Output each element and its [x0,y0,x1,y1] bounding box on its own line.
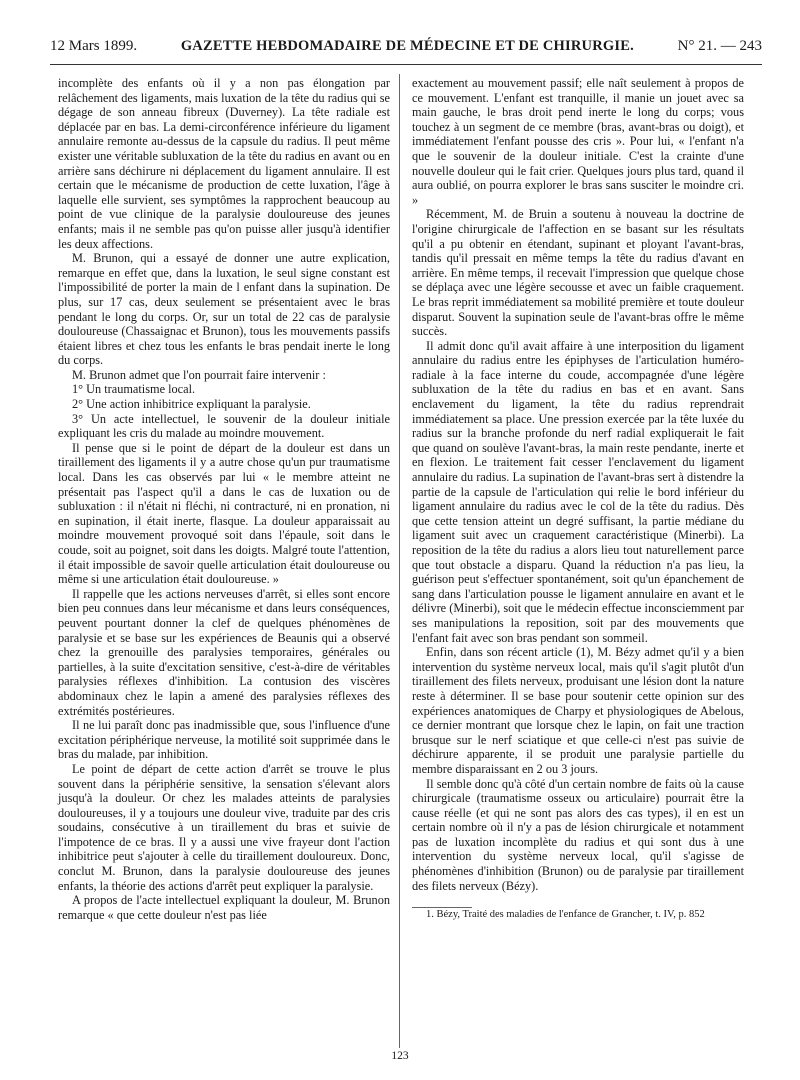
list-item: 2° Une action inhibitrice expliquant la paralysie. [72,397,311,412]
paragraph: M. Brunon, qui a essayé de donner une autre explication, remarque en effet que, dans la luxation, le seul signe constant est l'impossibilité de porter la main de l enfant dans la supination. De plus, sur 17 cas, deux seulement se présentaient avec le bras pendant le long du corps. Or, sur un total de 22 cas de paralysie douloureuse (Chassaignac et Brunon), tous les mouvements passifs étaient libres et chez tous les enfants le bras pendait inerte le long du corps. [58,251,390,368]
list-item: 1° Un traumatisme local. [72,382,196,397]
paragraph: Il admit donc qu'il avait affaire à une interposition du ligament annulaire du radius entre les épiphyses de l'articulation huméro-radiale à la face interne du coude, accompagnée d'une légère subluxation de la tête du radius en bas et en avant. Sans enclavement du ligament, la tête du radius reprendrait immédiatement sa place. Une pression exercée par la tête luxée du radius sur la branche profonde du nerf radial expliquerait le fait que quand on soulève l'avant-bras, la main reste pendante, inerte et en flexion. Le traitement fait cesser l'enclavement du ligament annulaire du radius. La supination de l'avant-bras sert à distendre la partie de la capsule de l'articulation qui relie le bord inférieur du ligament annulaire du radius avec le col de la tête du radius. Dès que cette tension atteint un degré suffisant, la partie médiane du ligament suit avec un craquement caractéristique (Minerbi). La reposition de la tête du radius a alors lieu tout naturellement parce que tout obstacle a disparu. Quand la réduction n'a pas lieu, la guérison peut s'effectuer spontanément, soit qu'un épanchement de sang dans l'articulation pousse le ligament annulaire en avant et le délivre (Minerbi), soit que le médecin effectue inconsciemment par ses manipulations la reposition, soit par des mouvements que l'enfant fait avec son bras pendant son sommeil. [412,338,744,645]
right-column [412,76,744,921]
page-number: N° 21. — 243 [677,38,762,54]
signature-mark: 123 [391,1050,409,1062]
header-date: 12 Mars 1899. [50,38,138,54]
column-divider [399,74,400,1048]
paragraph: Il ne lui paraît donc pas inadmissible que, sous l'influence d'une excitation périphérique nerveuse, la motilité soit supprimée dans le bras du malade, par inhibition. [58,718,390,762]
paragraph: incomplète des enfants où il y a non pas élongation par relâchement des ligaments, mais luxation de la tête du radius qui se dégage de son anneau fibreux (Duverney). La tête radiale est déplacée par en bas. La demi-circonférence inférieure du ligament annulaire remonte au-dessus de la capsule du radius. Il peut même exister une véritable subluxation de la tête du radius en avant ou en arrière sans déchirure ni déplacement du ligament annulaire. Il est certain que le mécanisme de production de cette luxation, l'âge à laquelle elle survient, ses symptômes la rapprochent beaucoup au point de vue clinique de la paralysie douloureuse des jeunes enfants; mais il ne semble pas qu'on puisse aller jusqu'à identifier les deux affections. [58,76,390,251]
paragraph: Le point de départ de cette action d'arrêt se trouve le plus souvent dans la périphérie sensitive, la sensation s'élevant alors jusqu'à la douleur. Or chez les malades atteints de paralysies douloureuses, il y a toujours une douleur vive, traduite par des cris soudains, consécutive à un tiraillement du bras et suivie de l'impotence de ce bras. Il y a aussi une vive frayeur dont l'action inhibitrice peut s'ajouter à celle du tiraillement douloureux. Donc, conclut M. Brunon, dans la paralysie douloureuse des jeunes enfants, la théorie des actions d'arrêt peut expliquer la paralysie. [58,761,390,893]
list-item: 3° Un acte intellectuel, le souvenir de la douleur initiale expliquant les cris du malade au moindre mouvement. [58,411,390,441]
paragraph: Il pense que si le point de départ de la douleur est dans un tiraillement des ligaments il y a autre chose qu'un pur traumatisme local. Dans les cas observés par lui « le membre atteint ne présentait pas l'aspect qu'il a dans le cas de luxation ou de subluxation : il n'était ni fléchi, ni contracturé, ni en pronation, ni en supination, il était inerte, flasque. La douleur apparaissait au moindre mouvement provoqué soit dans l'épaule, soit dans le coude, soit au poignet, soit dans les doigts. Malgré toute l'attention, il était impossible de savoir quelle articulation était douloureuse ou même si une articulation était douloureuse. » [58,440,390,587]
journal-title: GAZETTE HEBDOMADAIRE DE MÉDECINE ET DE CHIRURGIE. [180,38,634,54]
paragraph: Enfin, dans son récent article (1), M. Bézy admet qu'il y a bien intervention du système nerveux local, mais qu'il s'agit plutôt d'un tiraillement des filets nerveux, produisant une lésion dont la nature reste à déterminer. Il se base pour soutenir cette opinion sur des expériences anatomiques de Charpy et physiologiques de Abelous, ce dernier montrant que lorsque chez le lapin, on fait une traction brusque sur le nerf sciatique et que celle-ci n'est pas suivie de déchirure apparente, il se produit une paralysie partielle du membre disparaissant en 2 ou 3 jours. [412,645,744,776]
paragraph: A propos de l'acte intellectuel expliquant la douleur, M. Brunon remarque « que cette douleur n'est pas liée [58,893,390,922]
paragraph: exactement au mouvement passif; elle naît seulement à propos de ce mouvement. L'enfant est tranquille, il manie un jouet avec sa main gauche, le bras droit pend inerte le long du corps; vous touchez à un segment de ce membre (bras, avant-bras ou doigt), et immédiatement l'enfant pousse des cris ». Pour lui, « l'enfant n'a que le souvenir de la douleur initiale. C'est la crainte d'une nouvelle douleur qui le fait crier. Quelques jours plus tard, quand il aura oublié, on pourra explorer le bras sans susciter le moindre cri. » [412,76,744,207]
footnote: 1. Bézy, Traité des maladies de l'enfance de Grancher, t. IV, p. 852 [426,909,705,921]
header-rule [50,64,762,65]
running-header [50,38,762,64]
paragraph: Récemment, M. de Bruin a soutenu à nouveau la doctrine de l'origine chirurgicale de l'affection en se basant sur les résultats qu'il a pu obtenir en étendant, supinant et ployant l'avant-bras, tandis qu'il pressait en même temps la tête du radius d'avant en arrière. En même temps, il recevait l'impression que quelque chose se déplaça avec une légère secousse et avec un faible craquement. Le bras reprit immédiatement sa mobilité première et toute douleur disparut. Souvent la supination seule de l'avant-bras offre le même succès. [412,207,744,339]
paragraph: Il rappelle que les actions nerveuses d'arrêt, si elles sont encore bien peu connues dans leur mécanisme et dans leurs conséquences, peuvent pourtant donner la clef de quelques phénomènes de paralysie et se base sur les expériences de Beaunis qui a observé chez la grenouille des paralysies temporaires, générales ou partielles, à la suite d'excitation sensitive, c'est-à-dire de véritables paralysies réflexes d'inhibition. La contusion des viscères abdominaux chez le lapin a amené des paralysies réflexes des extrémités postérieures. [58,586,390,718]
left-column [58,76,390,922]
paragraph: Il semble donc qu'à côté d'un certain nombre de faits où la cause chirurgicale (traumatisme osseux ou articulaire) pourrait être la cause réelle (et qui ne sont pas alors des cas types), il en est un certain nombre où il n'y a pas de lésion chirurgicale et notamment pas de luxation incomplète du radius et qui sont dus à une intervention du système nerveux local, qu'il s'agisse de phénomènes d'inhibition (Brunon) ou de paralysie par tiraillement des filets nerveux (Bézy). [412,776,744,893]
paragraph: M. Brunon admet que l'on pourrait faire intervenir : [72,367,326,382]
